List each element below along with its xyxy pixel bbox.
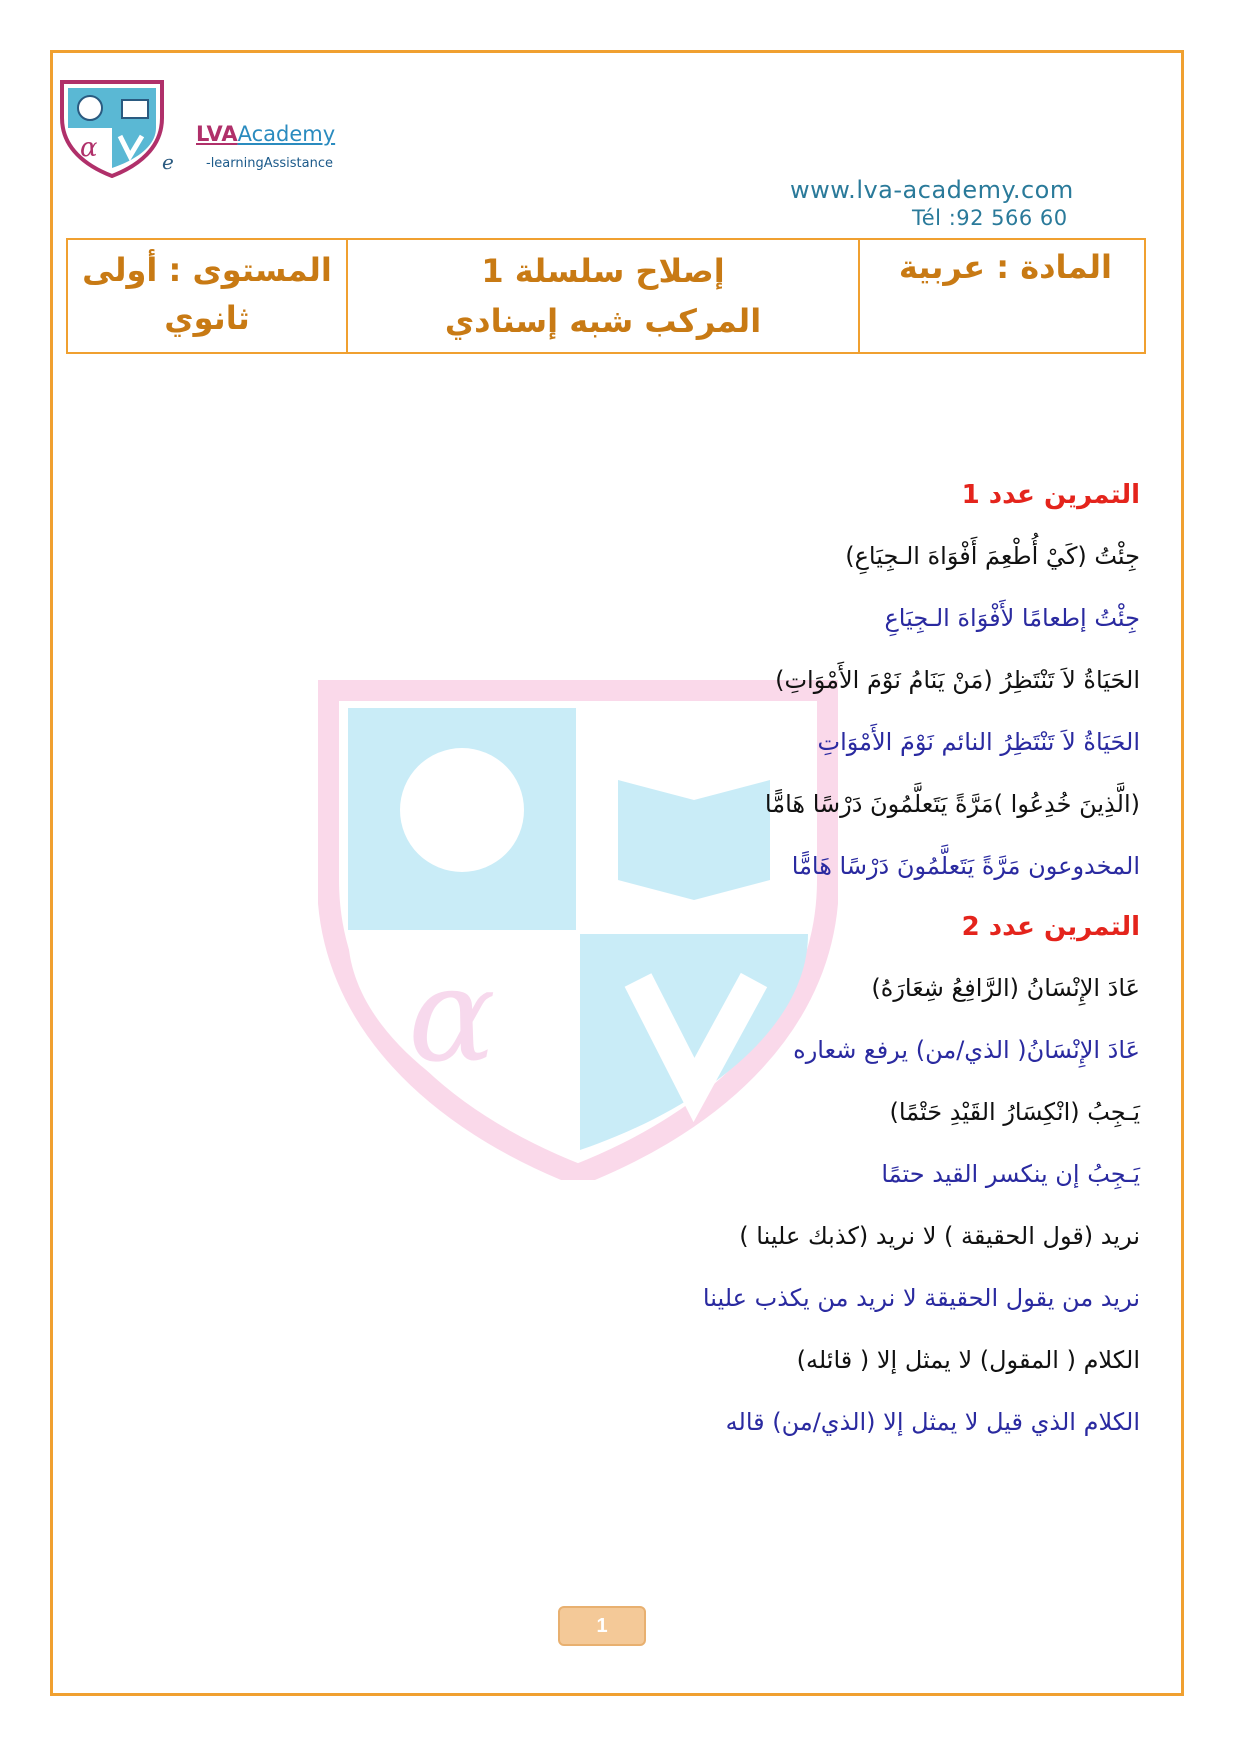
title-line-2: المركب شبه إسنادي [444,302,762,340]
exercise-2-answer-4: الكلام الذي قيل لا يمثل إلا (الذي/من) قاله [725,1408,1140,1436]
title-line-1: إصلاح سلسلة 1 [481,252,725,290]
info-table [66,238,1146,354]
exercise-2-question-3: نريد (قول الحقيقة ) لا نريد (كذبك علينا ) [739,1222,1140,1250]
brand-name [196,122,335,146]
level-line-1: المستوى : أولى [82,251,332,289]
exercise-1-question-2: الحَيَاةُ لاَ تَنْتَظِرُ (مَنْ يَنَامُ نَوْمَ الأَمْوَاتِ) [775,666,1140,694]
subject-label: المادة : عربية [898,248,1112,286]
lva-academy-logo [58,78,166,178]
level-cell [68,240,346,352]
exercise-2-question-2: يَـجِبُ (انْكِسَارُ القَيْدِ حَتْمًا) [889,1098,1140,1126]
subject-cell [858,240,1144,352]
svg-text:α: α [80,133,98,163]
exercise-1-question-1: جِئْتُ (كَيْ أُطْعِمَ أَفْوَاهَ الـجِيَاعِ) [845,542,1140,570]
exercise-2-answer-3: نريد من يقول الحقيقة لا نريد من يكذب علينا [702,1284,1140,1312]
brand-lva: LVA [196,122,238,146]
exercise-heading-1: التمرين عدد 1 [961,480,1140,510]
page-number-badge: 1 [558,1606,646,1646]
brand-academy: Academy [237,122,336,146]
exercise-2-answer-1: عَادَ الإِنْسَانُ( الذي/من) يرفع شعاره [793,1036,1140,1064]
brand-e-letter: e [162,150,174,174]
exercise-1-answer-1: جِئْتُ إطعامًا لأَفْوَاهَ الـجِيَاعِ [884,604,1140,632]
exercise-2-question-4: الكلام ( المقول) لا يمثل إلا ( قائله) [796,1346,1140,1374]
phone-number: Tél :92 566 60 [912,206,1068,230]
svg-text:α: α [408,939,496,1091]
level-line-2: ثانوي [164,299,250,337]
brand-subtitle: -learningAssistance [206,156,333,171]
website-link[interactable]: www.lva-academy.com [790,176,1074,204]
exercise-2-question-1: عَادَ الإِنْسَانُ (الرَّافِعُ شِعَارَهُ) [871,974,1140,1002]
exercise-1-answer-2: الحَيَاةُ لاَ تَنْتَظِرُ النائم نَوْمَ الأَمْوَاتِ [817,728,1140,756]
exercise-1-answer-3: المخدوعون مَرَّةً يَتَعلَّمُونَ دَرْسًا هَامًّا [791,852,1140,880]
exercise-2-answer-2: يَـجِبُ إن ينكسر القيد حتمًا [881,1160,1140,1188]
title-cell [346,240,858,352]
exercise-1-question-3: (الَّذِينَ خُدِعُوا )مَرَّةً يَتَعلَّمُونَ دَرْسًا هَامًّا [764,790,1140,818]
shield-watermark-icon [318,680,838,1180]
exercise-heading-2: التمرين عدد 2 [961,912,1140,942]
